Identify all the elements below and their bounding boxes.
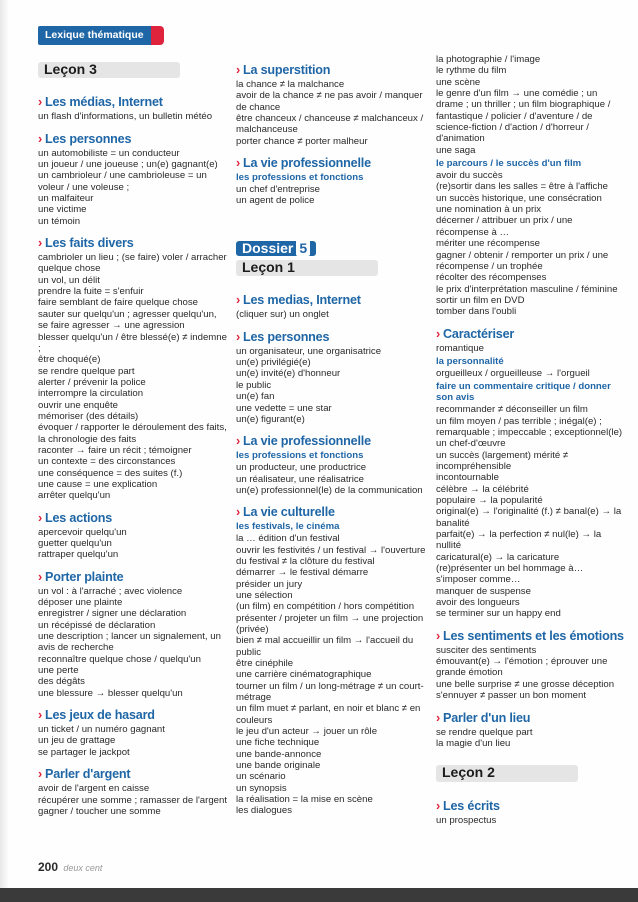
section-heading-text: Les medias, Internet bbox=[243, 293, 361, 308]
vocab-line: le public bbox=[236, 379, 272, 391]
chevron-right-icon: › bbox=[38, 510, 42, 525]
vocab-line: un ticket / un numéro gagnant bbox=[38, 724, 165, 736]
vocab-line: déposer une plainte bbox=[38, 597, 123, 609]
vocab-line: une description ; lancer un signalement, un avis de recherche bbox=[38, 631, 221, 654]
scan-edge bbox=[0, 0, 8, 902]
section-heading-text: Les écrits bbox=[443, 798, 500, 813]
page-number-words: deux cent bbox=[63, 863, 103, 873]
chevron-right-icon: › bbox=[38, 95, 42, 110]
section-heading bbox=[436, 629, 626, 643]
vocab-line: une saga bbox=[436, 144, 476, 156]
lecon-title: Leçon 1 bbox=[236, 260, 378, 276]
vocab-line: une conséquence = des suites (f.) bbox=[38, 467, 183, 479]
section-heading-text: Les personnes bbox=[45, 131, 132, 146]
vocab-line: s'imposer comme… bbox=[436, 574, 521, 586]
subheading: les professions et fonctions bbox=[236, 172, 364, 184]
dossier-label: Dossier bbox=[242, 239, 294, 256]
vocab-line: la chance ≠ la malchance bbox=[236, 79, 345, 90]
section-heading bbox=[436, 327, 626, 341]
vocab-line: un organisateur, une organisatrice bbox=[236, 345, 382, 357]
chevron-right-icon: › bbox=[236, 293, 240, 308]
vocab-line: un agent de police bbox=[236, 195, 315, 207]
vocab-line: un malfaiteur bbox=[38, 193, 94, 205]
chevron-right-icon: › bbox=[236, 434, 240, 449]
chevron-right-icon: › bbox=[236, 505, 240, 520]
vocab-line: le genre d'un film → une comédie ; un drame ; un thriller ; un film biographique / fantastique / policier / d'aventure / de science-fiction / d'action / d'horreur / d'animation bbox=[436, 88, 611, 145]
vocab-line: un film moyen / pas terrible ; inégal(e) ; bbox=[436, 415, 602, 427]
vocab-line: avoir de l'argent en caisse bbox=[38, 783, 150, 795]
section-heading bbox=[38, 236, 228, 250]
vocab-line: un flash d'informations, un bulletin météo bbox=[38, 111, 213, 123]
vocab-line: un producteur, une productrice bbox=[236, 462, 367, 474]
subheading: la personnalité bbox=[436, 355, 504, 367]
vocab-line: sortir un film en DVD bbox=[436, 294, 525, 306]
vocab-line: manquer de suspense bbox=[436, 585, 531, 597]
section-heading bbox=[38, 570, 228, 584]
column-1 bbox=[38, 60, 228, 817]
vocab-line: susciter des sentiments bbox=[436, 644, 537, 656]
vocab-line: un contexte = des circonstances bbox=[38, 456, 176, 468]
page-footer bbox=[38, 860, 102, 874]
vocab-line: un film muet ≠ parlant, en noir et blanc ≠ en couleurs bbox=[236, 703, 421, 726]
subheading: les festivals, le cinéma bbox=[236, 521, 340, 533]
section-heading-text: Les sentiments et les émotions bbox=[443, 628, 624, 643]
section-heading bbox=[236, 293, 431, 307]
lecon-block bbox=[38, 60, 228, 86]
vocab-line: récupérer une somme ; ramasser de l'argent bbox=[38, 794, 227, 806]
dossier-block bbox=[236, 241, 431, 258]
vocab-line: une perte bbox=[38, 665, 79, 677]
vocab-line: démarrer → le festival démarre bbox=[236, 567, 369, 579]
vocab-line: mériter une récompense bbox=[436, 238, 540, 250]
vocab-line: se partager le jackpot bbox=[38, 746, 130, 758]
vocab-line: romantique bbox=[436, 342, 484, 354]
vocab-line: (re)présenter un bel hommage à… bbox=[436, 563, 584, 575]
section-heading-text: Les médias, Internet bbox=[45, 95, 163, 110]
vocab-line: présenter / projeter un film → une projection (privée) bbox=[236, 612, 424, 635]
vocab-line: tomber dans l'oubli bbox=[436, 306, 517, 318]
chevron-right-icon: › bbox=[436, 798, 440, 813]
page-number: 200 bbox=[38, 860, 59, 874]
section-heading bbox=[38, 511, 228, 525]
vocab-line: une cause = une explication bbox=[38, 478, 158, 490]
section-heading-text: La vie professionnelle bbox=[243, 156, 371, 171]
vocab-line: la réalisation = la mise en scène bbox=[236, 794, 373, 806]
vocab-line: une scène bbox=[436, 76, 481, 88]
vocab-line: être cinéphile bbox=[236, 658, 294, 669]
chevron-right-icon: › bbox=[38, 708, 42, 723]
section-heading bbox=[436, 711, 626, 725]
section-heading bbox=[236, 156, 431, 170]
vocab-line: un succès historique, une consécration bbox=[436, 192, 602, 204]
chevron-right-icon: › bbox=[38, 569, 42, 584]
vocab-line: une nomination à un prix bbox=[436, 204, 542, 216]
vocab-line: un vol, un délit bbox=[38, 274, 100, 286]
chevron-right-icon: › bbox=[38, 236, 42, 251]
vocab-line: ouvrir les festivités / un festival → l'ouverture du festival ≠ la clôture du festival bbox=[236, 544, 426, 567]
vocab-line: la photographie / l'image bbox=[436, 54, 541, 65]
section-heading bbox=[236, 505, 431, 519]
chevron-right-icon: › bbox=[436, 628, 440, 643]
lecon-block bbox=[436, 749, 626, 789]
vocab-line: bien ≠ mal accueillir un film → l'accueil du public bbox=[236, 635, 414, 658]
section-heading bbox=[38, 95, 228, 109]
vocab-line: un(e) privilégié(e) bbox=[236, 357, 311, 369]
subheading: faire un commentaire critique / donner son avis bbox=[436, 381, 611, 404]
vocab-line: avoir du succès bbox=[436, 170, 503, 182]
vocab-line: orgueilleux / orgueilleuse → l'orgueil bbox=[436, 367, 590, 379]
vocab-line: avoir des longueurs bbox=[436, 597, 520, 609]
vocab-line: interrompre la circulation bbox=[38, 388, 144, 400]
vocab-line: un vol : à l'arraché ; avec violence bbox=[38, 585, 183, 597]
scan-bottom-bar bbox=[0, 888, 638, 902]
vocab-line: prendre la fuite = s'enfuir bbox=[38, 286, 144, 298]
section-heading-text: Les personnes bbox=[243, 329, 330, 344]
vocab-line: un chef d'entreprise bbox=[236, 184, 320, 196]
vocab-line: une victime bbox=[38, 204, 87, 216]
section-heading bbox=[38, 767, 228, 781]
section-heading-text: Les jeux de hasard bbox=[45, 708, 155, 723]
section-heading bbox=[436, 799, 626, 813]
vocab-line: un(e) invité(e) d'honneur bbox=[236, 368, 341, 380]
subheading: les professions et fonctions bbox=[236, 450, 364, 462]
vocab-line: gagner / toucher une somme bbox=[38, 805, 161, 817]
vocab-line: (re)sortir dans les salles = être à l'affiche bbox=[436, 181, 609, 193]
section-heading-text: Caractériser bbox=[443, 326, 515, 341]
vocab-line: se faire agresser → une agression bbox=[38, 320, 185, 332]
vocab-line: le rythme du film bbox=[436, 65, 507, 77]
chevron-right-icon: › bbox=[236, 329, 240, 344]
section-heading bbox=[38, 708, 228, 722]
vocab-line: gagner / obtenir / remporter un prix / une récompense / un trophée bbox=[436, 249, 609, 272]
section-heading bbox=[236, 434, 431, 448]
vocab-line: un cambrioleur / une cambrioleuse = un voleur / une voleuse ; bbox=[38, 170, 207, 193]
vocab-line: alerter / prévenir la police bbox=[38, 376, 146, 388]
chevron-right-icon: › bbox=[38, 767, 42, 782]
vocab-line: ouvrir une enquête bbox=[38, 399, 119, 411]
vocab-line: apercevoir quelqu'un bbox=[38, 526, 127, 538]
vocab-line: populaire → la popularité bbox=[436, 495, 543, 506]
vocab-line: récolter des récompenses bbox=[436, 272, 547, 284]
vocab-line: un récépissé de déclaration bbox=[38, 619, 156, 631]
vocab-line: présider un jury bbox=[236, 578, 303, 590]
vocab-line: émouvant(e) → l'émotion ; éprouver une grande émotion bbox=[436, 656, 608, 679]
vocab-line: un joueur / une joueuse ; un(e) gagnant(e) bbox=[38, 159, 218, 171]
vocab-line: être choqué(e) bbox=[38, 354, 101, 366]
subheading: le parcours / le succès d'un film bbox=[436, 158, 582, 170]
vocab-line: évoquer / rapporter le déroulement des faits, bbox=[38, 422, 227, 434]
section-heading bbox=[236, 330, 431, 344]
chevron-right-icon: › bbox=[236, 156, 240, 171]
vocab-line: un prospectus bbox=[436, 814, 497, 826]
vocab-line: un(e) professionnel(le) de la communication bbox=[236, 484, 423, 496]
vocab-line: incontournable bbox=[436, 472, 499, 484]
lecon-title: Leçon 2 bbox=[436, 765, 578, 781]
vocab-line: célèbre → la célébrité bbox=[436, 483, 529, 495]
vocab-line: se terminer sur un happy end bbox=[436, 608, 561, 620]
vocab-line: un synopsis bbox=[236, 782, 287, 794]
column-3 bbox=[436, 54, 626, 826]
vocab-line: un scénario bbox=[236, 771, 286, 783]
vocab-line: une fiche technique bbox=[236, 737, 320, 749]
vocab-line: une carrière cinématographique bbox=[236, 669, 372, 681]
section-heading-text: La superstition bbox=[243, 63, 331, 77]
vocab-line: guetter quelqu'un bbox=[38, 538, 112, 549]
vocab-line: sauter sur quelqu'un ; agresser quelqu'un, bbox=[38, 308, 217, 320]
section-tag: Lexique thématique bbox=[38, 26, 151, 45]
vocab-line: la magie d'un lieu bbox=[436, 737, 511, 749]
vocab-line: décerner / attribuer un prix / une récompense à … bbox=[436, 215, 573, 238]
vocab-line: remarquable ; impeccable ; exceptionnel(le) bbox=[436, 426, 623, 438]
vocab-line: rattraper quelqu'un bbox=[38, 549, 119, 561]
vocab-line: tourner un film / un long-métrage ≠ un court-métrage bbox=[236, 680, 424, 704]
vocab-line: enregistrer / signer une déclaration bbox=[38, 608, 187, 620]
vocab-line: caricatural(e) → la caricature bbox=[436, 551, 560, 563]
vocab-line: faire semblant de faire quelque chose bbox=[38, 297, 198, 309]
vocab-line: des dégâts bbox=[38, 676, 85, 688]
vocab-line: le prix d'interprétation masculine / féminine bbox=[436, 283, 618, 295]
dossier-number: 5 bbox=[296, 240, 310, 256]
vocab-line: un(e) fan bbox=[236, 391, 275, 403]
vocab-line: mémoriser (des détails) bbox=[38, 410, 139, 422]
dossier-title bbox=[236, 241, 316, 256]
section-heading-text: Parler d'un lieu bbox=[443, 710, 531, 725]
vocab-line: un succès (largement) mérité ≠ incompréhensible bbox=[436, 449, 569, 472]
vocab-line: s'ennuyer ≠ passer un bon moment bbox=[436, 690, 587, 702]
vocab-line: la … édition d'un festival bbox=[236, 533, 340, 545]
vocab-line: un réalisateur, une réalisatrice bbox=[236, 473, 364, 485]
vocab-line: porter chance ≠ porter malheur bbox=[236, 135, 368, 147]
section-heading bbox=[38, 132, 228, 146]
spacer bbox=[236, 207, 431, 241]
vocab-line: une bande originale bbox=[236, 760, 321, 772]
section-heading-text: Les actions bbox=[45, 510, 113, 525]
section-heading-text: La vie culturelle bbox=[243, 505, 335, 520]
vocab-line: une bande-annonce bbox=[236, 748, 322, 760]
vocab-line: (un film) en compétition / hors compétition bbox=[236, 601, 415, 613]
section-heading-text: La vie professionnelle bbox=[243, 434, 371, 449]
section-heading-text: Porter plainte bbox=[45, 569, 124, 584]
vocab-line: un chef-d'œuvre bbox=[436, 438, 506, 450]
vocab-line: un témoin bbox=[38, 215, 81, 227]
section-heading-text: Parler d'argent bbox=[45, 767, 131, 782]
vocab-line: la chronologie des faits bbox=[38, 433, 137, 445]
vocab-line: parfait(e) → la perfection ≠ nul(le) → la nullité bbox=[436, 529, 602, 552]
vocab-line: un jeu de grattage bbox=[38, 735, 116, 747]
vocab-line: se rendre quelque part bbox=[436, 726, 533, 738]
vocab-line: arrêter quelqu'un bbox=[38, 490, 111, 502]
chevron-right-icon: › bbox=[436, 326, 440, 341]
vocab-line: reconnaître quelque chose / quelqu'un bbox=[38, 653, 201, 665]
column-2 bbox=[236, 54, 431, 817]
chevron-right-icon: › bbox=[38, 131, 42, 146]
section-heading-text: Les faits divers bbox=[45, 236, 134, 251]
vocab-line: (cliquer sur) un onglet bbox=[236, 309, 329, 321]
vocab-line: cambrioler un lieu ; (se faire) voler / arracher quelque chose bbox=[38, 252, 227, 275]
vocab-line: avoir de la chance ≠ ne pas avoir / manquer de chance bbox=[236, 90, 423, 113]
vocab-line: un(e) figurant(e) bbox=[236, 413, 305, 425]
lecon-block bbox=[236, 258, 431, 284]
chevron-right-icon: › bbox=[236, 63, 240, 77]
vocab-line: blesser quelqu'un / être blessé(e) ≠ indemne ; bbox=[38, 331, 227, 354]
vocab-line: être chanceux / chanceuse ≠ malchanceux / malchanceuse bbox=[236, 113, 424, 136]
vocab-line: les dialogues bbox=[236, 805, 293, 817]
section-heading bbox=[236, 63, 431, 77]
vocab-line: un automobiliste = un conducteur bbox=[38, 147, 180, 159]
vocab-line: recommander ≠ déconseiller un film bbox=[436, 404, 588, 416]
vocab-line: se rendre quelque part bbox=[38, 365, 135, 377]
vocab-line: une blessure → blesser quelqu'un bbox=[38, 687, 183, 699]
chevron-right-icon: › bbox=[436, 710, 440, 725]
lecon-title: Leçon 3 bbox=[38, 62, 180, 78]
vocab-line: une belle surprise ≠ une grosse déception bbox=[436, 678, 615, 690]
vocab-line: une vedette = une star bbox=[236, 402, 332, 414]
vocab-line: raconter → faire un récit ; témoigner bbox=[38, 444, 192, 456]
vocab-line: une sélection bbox=[236, 589, 293, 601]
vocab-line: le jeu d'un acteur → jouer un rôle bbox=[236, 726, 378, 738]
vocab-line: original(e) → l'originalité (f.) ≠ banal(e) → la banalité bbox=[436, 506, 622, 529]
